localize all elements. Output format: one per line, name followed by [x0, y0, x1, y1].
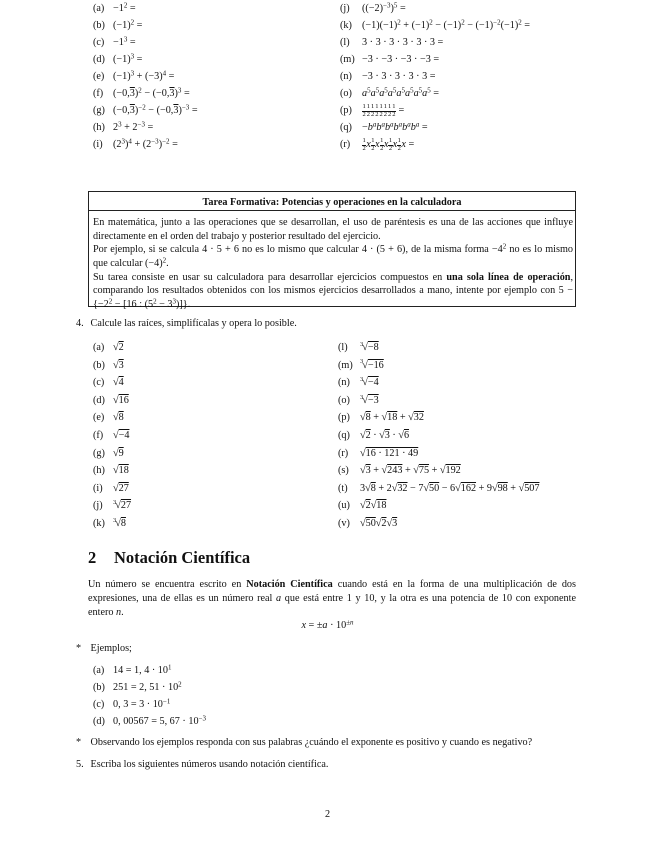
- item-expression: $\frac{1}{2}$ x $\frac{1}{2}$ x $\frac{1}{2}$ x $\frac{1}{2}$ x $\frac{1}{2}$ x =: [362, 137, 415, 152]
- item-expression: √4: [113, 377, 124, 389]
- list-item: [338, 341, 379, 355]
- list-item: [338, 394, 379, 408]
- list-item: [93, 447, 124, 461]
- question-text: Observando los ejemplos responda con sus palabras ¿cuándo el exponente es positivo y cuando es negativo?: [90, 737, 533, 748]
- item-label: (l): [340, 37, 350, 48]
- list-item: [93, 376, 124, 390]
- item-label: (h): [93, 122, 105, 133]
- item-expression: √2: [113, 342, 124, 353]
- list-item: [340, 104, 404, 118]
- definition-paragraph: Un número se encuentra escrito en Notación Científica cuando está en la forma de una multiplicación de dos expresiones, una de ellas es un número real a que está entre 1 y 10, y la otra es una potencia de 10 con exponente entero n.: [88, 579, 576, 619]
- formula: $x = \pm a \cdot 10^{\pm n}$: [301, 618, 354, 631]
- box-content: [93, 216, 573, 312]
- bullet: *: [76, 643, 82, 654]
- item-label: (n): [338, 377, 350, 389]
- item-expression: $^3$√−16: [360, 358, 384, 371]
- item-label: (f): [93, 430, 104, 441]
- list-item: [93, 394, 129, 408]
- item-label: (v): [338, 518, 350, 529]
- item-expression: 0, 00567 = 5, $67 \cdot 10^{-3}$: [113, 714, 206, 727]
- list-item: [93, 36, 136, 50]
- item-label: (p): [340, 105, 352, 117]
- item-label: (s): [338, 465, 349, 477]
- item-expression: √3: [113, 359, 124, 371]
- item-5-number: 5.: [76, 759, 84, 770]
- item-label: (f): [93, 88, 104, 99]
- item-label: (l): [338, 342, 348, 353]
- list-item: [338, 376, 379, 390]
- item-expression: 14 = 1, $4 \cdot 10^1$: [113, 663, 172, 676]
- list-item: [93, 464, 129, 478]
- item-label: (b): [93, 20, 105, 31]
- bullet: *: [76, 737, 82, 748]
- item-expression: √50√2√3: [360, 518, 398, 529]
- list-item: [93, 411, 124, 425]
- question: [76, 736, 532, 750]
- list-item: [93, 715, 206, 729]
- item-label: (u): [338, 500, 350, 512]
- item-expression: 3 · 3 · 3 · 3 · 3 · 3 =: [362, 37, 444, 48]
- item-expression: $^3$√−4: [360, 375, 379, 389]
- item-5-text: Escriba los siguientes números usando notación científica.: [90, 759, 329, 770]
- item-label: (a): [93, 665, 105, 676]
- item-expression: $(2^3)^4 + (2^{-3})^{-2}$ =: [113, 137, 178, 150]
- list-item: [93, 359, 124, 373]
- examples-heading-text: Ejemplos;: [90, 643, 132, 654]
- item-expression: $2^3 + 2^{-3}$ =: [113, 120, 154, 133]
- item-expression: $(-1)^2$ =: [113, 18, 143, 31]
- list-item: [93, 70, 174, 84]
- item-expression: √−4: [113, 430, 130, 441]
- item-expression: √8 + √18 + √32: [360, 412, 424, 424]
- item-expression: $^3$√8: [113, 516, 126, 529]
- item-label: (k): [340, 20, 352, 31]
- list-item: [340, 87, 439, 101]
- item-expression: 251 = 2, $51 \cdot 10^2$: [113, 680, 182, 693]
- box-paragraph-2: Por ejemplo, si se calcula 4 · 5 + 6 no es lo mismo que calcular 4 · (5 + 6), de la misma forma $-4^2$ no es lo mismo que calcular $(-4)^2$.: [93, 242, 573, 270]
- item-4: [76, 317, 297, 331]
- item-expression: √18: [113, 465, 129, 477]
- list-item: [340, 19, 530, 33]
- box-divider: [88, 210, 576, 211]
- item-expression: $-b^ab^ab^ab^ab^ab^a$ =: [362, 120, 428, 133]
- item-label: (q): [340, 122, 352, 133]
- item-label: (m): [338, 359, 353, 371]
- item-label: (q): [338, 430, 350, 441]
- item-label: (c): [93, 377, 105, 389]
- item-label: (r): [340, 139, 351, 151]
- list-item: [93, 664, 171, 678]
- item-expression: √8: [113, 412, 124, 424]
- item-expression: 3√8 + 2√32 − 7√50 − 6√162 + 9√98 + √507: [360, 482, 540, 494]
- list-item: [338, 447, 418, 461]
- item-expression: $^3$√−3: [360, 393, 379, 406]
- item-expression: $(-0,3)^2 - (-0,3)^3$ =: [113, 86, 190, 99]
- item-expression: $^3$√−8: [360, 340, 379, 353]
- list-item: [93, 698, 170, 712]
- item-label: (d): [93, 394, 105, 406]
- page-number: 2: [324, 809, 331, 820]
- list-item: [93, 2, 136, 16]
- item-label: (a): [93, 3, 105, 14]
- item-4-number: 4.: [76, 318, 84, 329]
- item-expression: √2 · √3 · √6: [360, 430, 410, 441]
- item-expression: $((-2)^{-3})^5$ =: [362, 1, 406, 14]
- item-label: (h): [93, 465, 105, 477]
- item-expression: √3 + √243 + √75 + √192: [360, 465, 461, 477]
- item-label: (o): [338, 394, 350, 406]
- item-label: (j): [93, 500, 103, 512]
- item-label: (b): [93, 682, 105, 693]
- list-item: [93, 121, 153, 135]
- item-expression: $-1^2$ =: [113, 1, 136, 14]
- item-label: (i): [93, 482, 103, 494]
- item-label: (m): [340, 54, 355, 65]
- item-expression: −3 · 3 · 3 · 3 · 3 =: [362, 71, 436, 82]
- item-label: (g): [93, 105, 105, 116]
- item-label: (d): [93, 54, 105, 65]
- list-item: [338, 482, 539, 496]
- list-item: [338, 464, 461, 478]
- item-label: (e): [93, 71, 105, 82]
- list-item: [340, 2, 406, 16]
- list-item: [338, 411, 424, 425]
- list-item: [93, 499, 131, 513]
- item-label: (n): [340, 71, 352, 82]
- item-label: (i): [93, 139, 103, 150]
- item-expression: √16 · 121 · 49: [360, 447, 419, 459]
- list-item: [93, 681, 182, 695]
- item-label: (a): [93, 342, 105, 353]
- item-expression: $-1^3$ =: [113, 35, 136, 48]
- item-label: (g): [93, 447, 105, 459]
- item-expression: $(-1)^3 + (-3)^4$ =: [113, 69, 175, 82]
- item-expression: √16: [113, 394, 129, 406]
- item-expression: 0, $3 = 3 \cdot 10^{-1}$: [113, 697, 171, 710]
- item-expression: $(-1)^3$ =: [113, 52, 143, 65]
- item-label: (j): [340, 3, 350, 14]
- list-item: [338, 517, 397, 531]
- list-item: [93, 19, 142, 33]
- box-paragraph-1: En matemática, junto a las operaciones que se desarrollan, el uso de paréntesis es una de las acciones que influye directamente en el orden del trabajo y posterior resultado del ejercicio.: [93, 217, 573, 242]
- list-item: [93, 104, 198, 118]
- item-expression: $a^5a^5a^5a^5a^5a^5a^5a^5$ =: [362, 86, 440, 99]
- box-paragraph-3: Su tarea consiste en usar su calculadora para desarrollar ejercicios compuestos en una sola línea de operación, comparando los resultados obtenidos con los mismos ejercicios desarrollados a mano, intente por ejemplo con $5 - \{-2^2 - [16$ : $(5^2 - 3^3)$]}.: [93, 271, 573, 311]
- examples-heading: [76, 642, 132, 656]
- item-label: (p): [338, 412, 350, 424]
- item-label: (d): [93, 716, 105, 727]
- list-item: [340, 70, 435, 84]
- list-item: [340, 36, 443, 50]
- section-number: 2: [88, 548, 97, 567]
- section-heading: [88, 547, 250, 569]
- list-item: [340, 121, 428, 135]
- item-expression: −3 · −3 · −3 · −3 =: [362, 54, 440, 65]
- list-item: [340, 138, 414, 152]
- item-expression: √27: [113, 482, 129, 494]
- item-expression: √2√18: [360, 500, 387, 512]
- item-expression: $(-0,3)^{-2} - (-0,3)^{-3}$ =: [113, 103, 198, 116]
- list-item: [340, 53, 439, 67]
- item-label: (c): [93, 37, 105, 48]
- list-item: [93, 429, 129, 443]
- section-title: Notación Científica: [114, 548, 251, 567]
- list-item: [93, 138, 178, 152]
- item-label: (r): [338, 447, 349, 459]
- list-item: [338, 499, 386, 513]
- list-item: [338, 359, 384, 373]
- item-expression: $\frac{1}{2}$ $\frac{1}{2}$ $\frac{1}{2}$ $\frac{1}{2}$ $\frac{1}{2}$ $\frac{1}{2}$ $\frac{1}{2}$ $\frac{1}{2}$ =: [362, 103, 405, 118]
- item-4-text: Calcule las raíces, simplifícalas y opera lo posible.: [90, 318, 297, 329]
- item-expression: √9: [113, 447, 124, 459]
- item-label: (t): [338, 482, 348, 494]
- list-item: [338, 429, 409, 443]
- item-expression: $^3$√27: [113, 499, 132, 512]
- item-label: (c): [93, 699, 105, 710]
- list-item: [93, 87, 190, 101]
- item-label: (e): [93, 412, 105, 424]
- list-item: [93, 517, 126, 531]
- item-label: (k): [93, 518, 105, 529]
- item-label: (o): [340, 88, 352, 99]
- item-5: [76, 758, 328, 772]
- item-expression: $(-1)(-1)^2 + (-1)^2 - (-1)^2 - (-1)^{-2}(-1)^2$ =: [362, 18, 531, 31]
- list-item: [93, 482, 129, 496]
- list-item: [93, 53, 142, 67]
- item-label: (b): [93, 359, 105, 371]
- box-title: Tarea Formativa: Potencias y operaciones en la calculadora: [202, 197, 462, 208]
- list-item: [93, 341, 124, 355]
